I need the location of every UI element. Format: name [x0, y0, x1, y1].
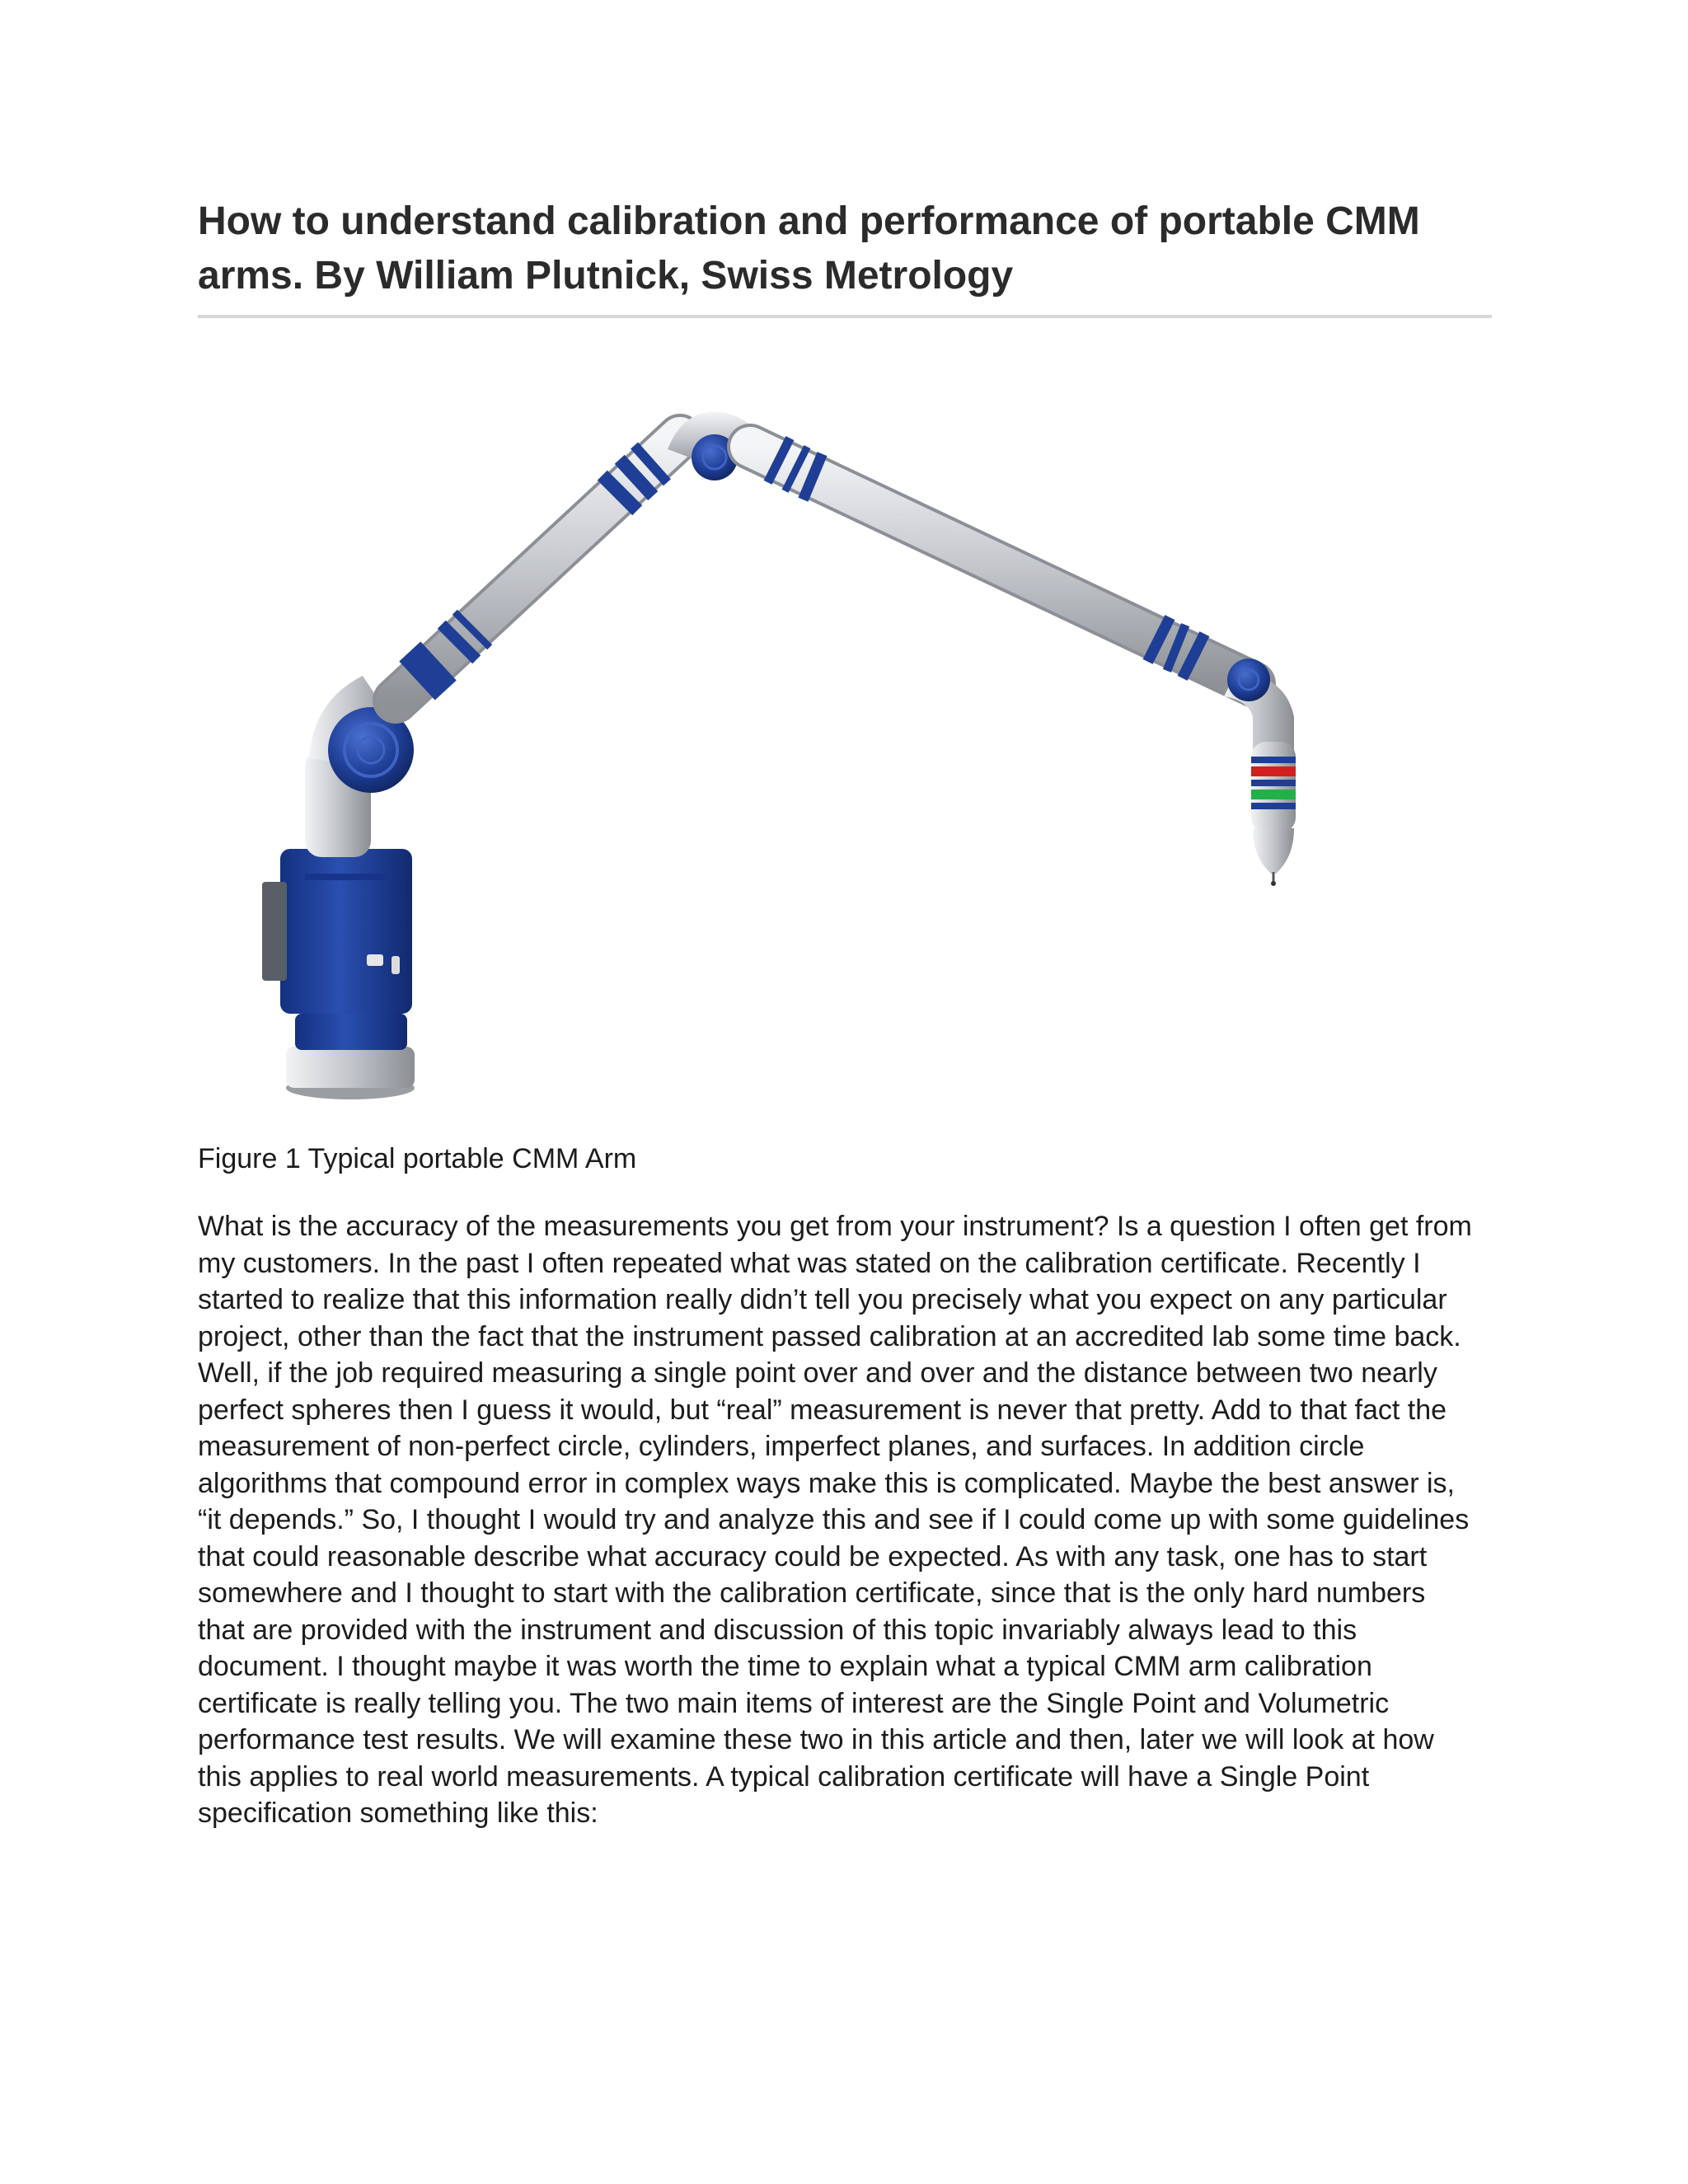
- arm-upper-segment-left: [396, 437, 680, 701]
- body-line: Well, if the job required measuring a single point over and over and the distance between two nearly: [198, 1357, 1437, 1389]
- title-divider: [198, 315, 1492, 318]
- body-line: that could reasonable describe what accuracy could be expected. As with any task, one has to start: [198, 1540, 1428, 1572]
- article-title: How to understand calibration and performance of portable CMM arms. By William Plutnick, Swiss Metrology: [198, 199, 1420, 298]
- body-line: What is the accuracy of the measurements you get from your instrument? Is a question I often get from: [198, 1211, 1472, 1242]
- body-line: this applies to real world measurements. A typical calibration certificate will have a Single Point: [198, 1760, 1370, 1793]
- article-body: [198, 1208, 1492, 1832]
- body-line: “it depends.” So, I thought I would try and analyze this and see if I could come up with some guidelines: [198, 1504, 1470, 1535]
- body-line: certificate is really telling you. The two main items of interest are the Single Point and Volumetric: [198, 1687, 1390, 1719]
- body-line: perfect spheres then I guess it would, but “real” measurement is never that pretty. Add to that fact the: [198, 1394, 1447, 1426]
- cmm-arm-figure: [223, 387, 1360, 1113]
- body-line: measurement of non-perfect circle, cylinders, imperfect planes, and surfaces. In addition circle: [198, 1431, 1365, 1462]
- arm-upper-segment-right: [750, 447, 1253, 684]
- body-line: that are provided with the instrument and discussion of this topic invariably always lead to this: [198, 1614, 1357, 1646]
- body-line: somewhere and I thought to start with the calibration certificate, since that is the only hard numbers: [198, 1577, 1426, 1609]
- body-line: started to realize that this information really didn’t tell you precisely what you expect on any particular: [198, 1284, 1447, 1315]
- arm-base: [262, 849, 415, 1099]
- body-line: my customers. In the past I often repeated what was stated on the calibration certificate. Recently I: [198, 1247, 1421, 1279]
- body-line: algorithms that compound error in complex ways make this is complicated. Maybe the best answer is,: [198, 1467, 1455, 1499]
- arm-wrist-probe: [1224, 658, 1296, 886]
- body-line: performance test results. We will examine these two in this article and then, later we will look at how: [198, 1724, 1434, 1755]
- body-line: specification something like this:: [198, 1797, 598, 1829]
- body-line: project, other than the fact that the instrument passed calibration at an accredited lab some time back.: [198, 1320, 1461, 1352]
- body-line: document. I thought maybe it was worth the time to explain what a typical CMM arm calibration: [198, 1651, 1372, 1682]
- figure-caption: Figure 1 Typical portable CMM Arm: [198, 1143, 637, 1174]
